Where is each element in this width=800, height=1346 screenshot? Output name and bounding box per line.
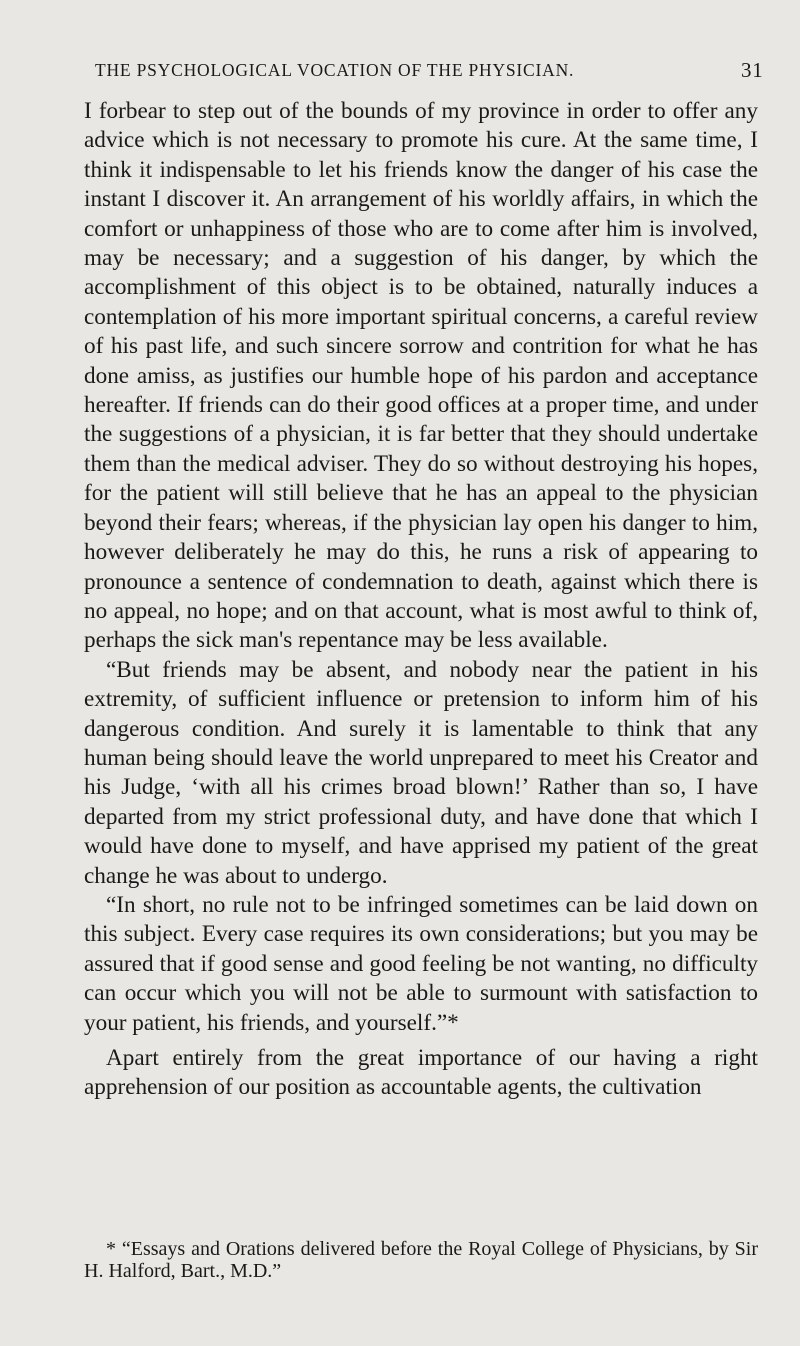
footnote: * “Essays and Orations delivered before the Royal College of Physicians, by Sir H. Halford, Bart., M.D.”	[84, 1238, 758, 1282]
running-title: THE PSYCHOLOGICAL VOCATION OF THE PHYSICIAN.	[95, 60, 575, 80]
paragraph: Apart entirely from the great importance of our having a right apprehension of our position as accountable agents, the cultivation	[84, 1045, 758, 1101]
page-number: 31	[741, 58, 764, 82]
paragraph: I forbear to step out of the bounds of my province in order to offer any advice which is not necessary to promote his cure. At the same time, I think it indispensable to let his friends know the danger of his case the instant I discover it. An arrangement of his worldly affairs, in which the comfort or unhappiness of those who are to come after him is involved, may be necessary; and a suggestion of his danger, by which the accomplishment of this object is to be obtained, naturally induces a contemplation of his more important spiritual concerns, a careful review of his past life, and such sincere sorrow and contrition for what he has done amiss, as justifies our humble hope of his pardon and acceptance hereafter. If friends can do their good offices at a proper time, and under the suggestions of a physician, it is far better that they should undertake them than the medical adviser. They do so without destroying his hopes, for the patient will still believe that he has an appeal to the physician beyond their fears; whereas, if the physician lay open his danger to him, however deliberately he may do this, he runs a risk of appearing to pronounce a sentence of condemnation to death, against which there is no appeal, no hope; and on that account, what is most awful to think of, perhaps the sick man's repentance may be less available.	[84, 98, 758, 654]
body-text	[84, 97, 758, 1103]
paragraph: “But friends may be absent, and nobody near the patient in his extremity, of sufficient influence or pretension to inform him of his dangerous condition. And surely it is lamentable to think that any human being should leave the world unprepared to meet his Creator and his Judge, ‘with all his crimes broad blown!’ Rather than so, I have departed from my strict professional duty, and have done that which I would have done to myself, and have apprised my patient of the great change he was about to undergo.	[84, 656, 758, 889]
paragraph: “In short, no rule not to be infringed sometimes can be laid down on this subject. Every case requires its own considerations; but you may be assured that if good sense and good feeling be not wanting, no difficulty can occur which you will not be able to surmount with satisfaction to your patient, his friends, and yourself.”*	[84, 891, 758, 1036]
